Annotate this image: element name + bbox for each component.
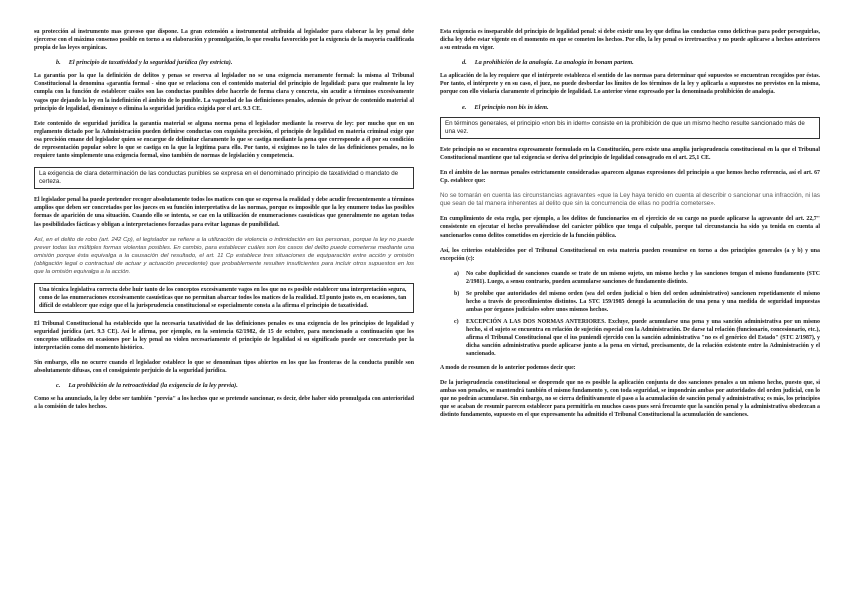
paragraph: El Tribunal Constitucional ha establecido que la necesaria taxatividad de las definiciones penales es una exigencia de los principios de legalidad y seguridad jurídica (art. 9.3 CE). Así le afirma, por ejemplo, en la sentencia 62/1982, de 15 de octubre, para mencionado a continuación que los conceptos utilizados en ocasiones por la ley penal no violen necesariamente el principio de legalidad si su significado puede ser concretado por la interpretación como del momento histórico. bbox=[34, 320, 414, 351]
section-heading-b: b. El principio de taxatividad y la seguridad jurídica (ley estricta). bbox=[56, 59, 233, 67]
list-item: b) Se prohíbe que autoridades del mismo orden (sea del orden judicial o bien del orden administrativo) sancionen repetidamente el mismo hecho a través de procedimientos distintos. La STC 159/1985 denegó la acumulación de una pena y una medida de seguridad impuestas ambas por órganos judiciales sobre unos mismos hechos. bbox=[454, 290, 820, 313]
highlight-box: Una técnica legislativa correcta debe huir tanto de los conceptos excesivamente vagos en los que no es posible establecer una interpretación segura, como de las enumeraciones excesivamente casuísticas que no permitan abarcar todos los matices de la realidad. El punto justo es, en ocasiones, tan difícil de establecer que exige que el la jurisprudencia constitucional se especialmente consta a la afirma el principio de taxatividad. bbox=[34, 283, 414, 313]
paragraph: El legislador penal ha puede pretender recoger absolutamente todos los matices con que se expresa la realidad y debe acudir frecuentemente a términos amplios que deben ser concretados por los jueces en su función interpretativa de las normas, porque es imposible que la ley enumere todas las posibles formas de aparición de una situación. Cuando ello se intenta, se cae en la utilización de enumeraciones casuísticas que generalmente no agotan todas las posibilidades fácticas y obligan a interpretaciones forzadas para evitar lagunas de punibilidad. bbox=[34, 197, 414, 228]
example-quote: Así, en el delito de robo (art. 242 Cp), el legislador se refiere a la utilización de violencia o intimidación en las personas, porque la ley no puede prever todas las múltiples formas violentas posibles. En cambio, para establecer cuáles son los casos del delito puede cometerse mediante una omisión porque ésta equivalga a la causación del resultado, el art. 11 Cp establece tres situaciones de equiparación entre acción y omisión (obligación legal o contractual de actuar y actuación precedente) que probablemente resulten insuficientes para incluir otros supuestos en los que la omisión equivalga a la acción. bbox=[34, 236, 414, 275]
highlight-box: En términos generales, el principio «non bis in idem» consiste en la prohibición de que un mismo hecho resulte sancionado más de una vez. bbox=[440, 117, 820, 139]
section-heading-c: c. La prohibición de la retroactividad (la exigencia de la ley previa). bbox=[56, 382, 238, 390]
paragraph: La aplicación de la ley requiere que el intérprete establezca el sentido de las normas para determinar qué supuestos se encuentran recogidos por éstas. Por tanto, el intérprete y en su caso, el juez, no puede desbordar los límites de los términos de la ley y aplicarla a supuestos no previstos en la misma, porque con ello violaría claramente el principio de legalidad. Lo anterior viene expresado por la denominada prohibición de analogía. bbox=[440, 73, 820, 96]
paragraph: En el ámbito de las normas penales estrictamente consideradas aparecen algunas expresiones del principio a que hemos hecho referencia, así el art. 67 Cp. establece que: bbox=[440, 169, 820, 184]
paragraph: Así, los criterios establecidos por el Tribunal Constitucional en esta materia pueden resumirse en torno a dos principios generales (a y b) y una excepción (c): bbox=[440, 247, 820, 262]
paragraph: Como se ha anunciado, la ley debe ser también "previa" a los hechos que se pretende sancionar, es decir, debe haber sido promulgada con anterioridad a la comisión de tales hechos. bbox=[34, 396, 414, 411]
list-item: c) EXCEPCIÓN A LAS DOS NORMAS ANTERIORES. Excluye, puede acumularse una pena y una sanción administrativa por un mismo hecho, si el sujeto se encuentra en relación de sujeción especial con la Administración. De darse tal relación (funcionario, concesionario, etc.), afirma el Tribunal Constitucional que el ius puniendi ejercido con la sanción administrativa "no es el genérico del Estado" (STC 2/1987), y dicha sanción administrativa puede aplicarse junto a la pena en virtud, precisamente, de la relación existente entre la Administración y el sancionado. bbox=[454, 318, 820, 357]
criteria-list bbox=[440, 270, 820, 358]
paragraph: su protección al instrumento mas gravoso que dispone. La gran extensión a instrumental atribuida al legislador para elaborar la ley penal debe ejercerse con el máximo consenso posible en torno a su elaboración y promulgación, lo que resulta favorecido por la exigencia de la mayoría cualificada propia de las leyes orgánicas. bbox=[34, 29, 414, 52]
paragraph: En cumplimiento de esta regla, por ejemplo, a los delitos de funcionarios en el ejercicio de su cargo no puede aplicarse la agravante del art. 22,7" consistente en ejecutar el hecho prevaliéndose del carácter público que tenga el culpable, porque tal circunstancia ha sido ya tenida en cuenta al sancionarlos como delitos cometidos en ejercicio de la función pública. bbox=[440, 216, 820, 239]
quoted-article: No se tomarán en cuenta las circunstancias agravantes «que la Ley haya tenido en cuenta al describir o sancionar una infracción, ni las que sean de tal manera inherentes al delito que sin la concurrencia de ellas no podría cometerse». bbox=[440, 191, 820, 208]
paragraph: A modo de resumen de lo anterior podemos decir que: bbox=[440, 364, 576, 371]
section-heading-d: d. La prohibición de la analogía. La analogía in bonam partem. bbox=[462, 59, 634, 67]
paragraph: Esta exigencia es inseparable del principio de legalidad penal: si debe existir una ley que defina las conductas como delictivas para poder perseguirlas, dicha ley debe estar vigente en el momento en que se cometen los hechos. Por ello, la ley penal es irretroactiva y no puede aplicarse a hechos anteriores a su entrada en vigor. bbox=[440, 29, 820, 52]
paragraph: Sin embargo, ello no ocurre cuando el legislador establece lo que se denominan tipos abiertos en los que las fronteras de la conducta punible son absolutamente difusas, con el consiguiente perjuicio de la seguridad jurídica. bbox=[34, 359, 414, 375]
highlight-box: La exigencia de clara determinación de las conductas punibles se expresa en el denominado principio de taxatividad o mandato de certeza. bbox=[34, 167, 414, 189]
paragraph: La garantía por la que la definición de delitos y penas se reserva al legislador no se una exigencia meramente formal: la misma al Tribunal Constitucional la denomina «garantía formal - sino que se relaciona con el contenido material del principio de legalidad: para que realmente la ley cumpla con la función de establecer cuáles son las conductas punibles debe hacerlo de forma clara y concreta, sin acudir a términos excesivamente vagos que dejando la ley en la indefinición el ámbito de lo punible. La vaguedad de las definiciones penales, además de privar de contenido material al principio de legalidad, disminuye o elimina la seguridad jurídica exigida por el art. 9.3 CE. bbox=[34, 73, 414, 112]
section-heading-e: e. El principio non bis in idem. bbox=[462, 103, 549, 111]
paragraph: De la jurisprudencia constitucional se desprende que no es posible la aplicación conjunta de dos sanciones penales a un mismo hecho, puesto que, si ambas son penales, se mantendrá también el mismo fundamento y, con toda seguridad, se impondrán ambas por autoridades del orden judicial, con lo que no podrán acumularse. Sin embargo, no se cierra definitivamente el paso a la acumulación de sanción penal y administrativa; es más, los principios que se acaban de resumir parecen establecer para permitirla en muchos casos pues será frecuente que la sanción penal y la administrativa obedezcan a distinto fundamento, supuesto en el que expresamente ha admitido el Tribunal Constitucional la acumulación de sanciones. bbox=[440, 379, 820, 419]
list-item: a) No cabe duplicidad de sanciones cuando se trate de un mismo sujeto, un mismo hecho y las sanciones tengan el mismo fundamento (STC 2/1981). Luego, a sensu contrario, pueden acumularse sanciones de fundamento distinto. bbox=[454, 270, 820, 285]
right-column bbox=[440, 28, 820, 599]
paragraph: Este contenido de seguridad jurídica la garantía material se alguna norma pena el legislador mediante la reserva de ley: por mucho que en un reglamento dictado por la Administración pueden definirse conductas con exquisita precisión, el principio de legalidad en materia criminal exige que esa precisión emane del legislador quien se encargue de delimitar claramente lo que se castiga mediante la pena que corresponde a él por su condición de representación popular sobre lo que se castiga en la que la legitima para ello. Por tanto, si exigimos no lo tales de las definiciones penales, no lo requiere tanto simplemente una exigencia formal, sino también de normas de legislación y competencia. bbox=[34, 120, 414, 160]
left-column bbox=[34, 28, 414, 599]
paragraph: Este principio no se encuentra expresamente formulado en la Constitución, pero existe una amplia jurisprudencia constitucional en la que el Tribunal Constitucional mantiene que tal exigencia se deriva del principio de legalidad consagrado en el art. 25,1 CE. bbox=[440, 146, 820, 161]
